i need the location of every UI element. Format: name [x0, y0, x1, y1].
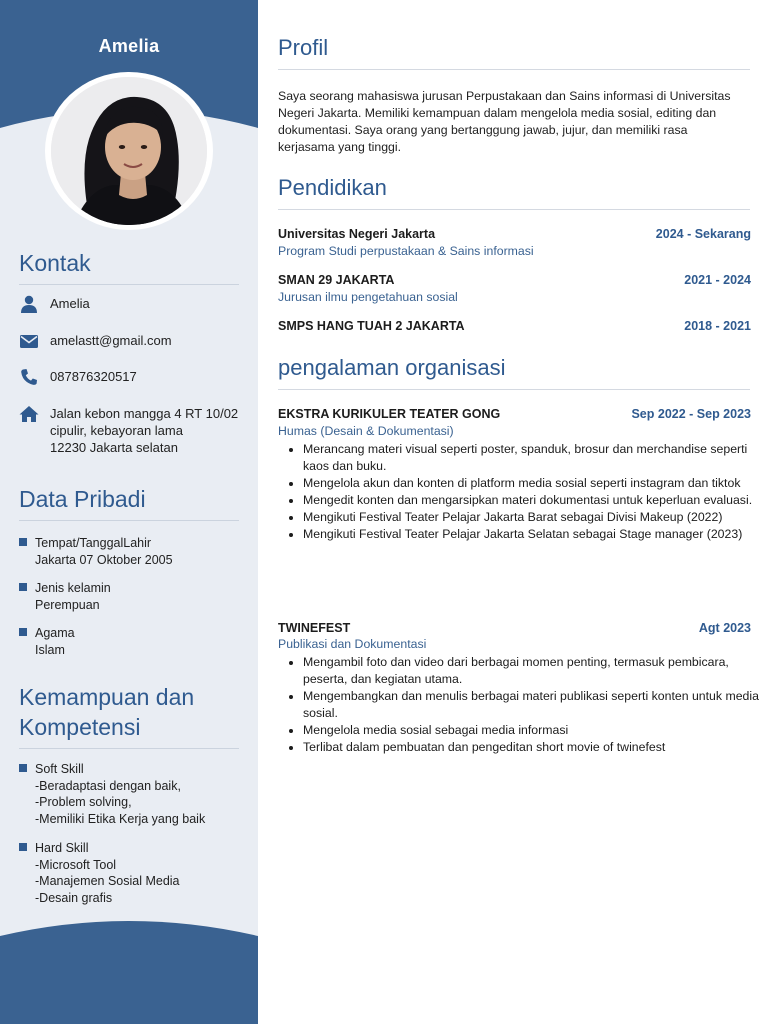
envelope-icon	[19, 332, 39, 350]
org-date: Agt 2023	[698, 621, 751, 635]
address-line: Jalan kebon mangga 4 RT 10/02	[50, 406, 239, 421]
personal-value: Islam	[35, 642, 65, 657]
address-line: 12230 Jakarta selatan	[50, 440, 178, 455]
personal-divider	[19, 520, 239, 521]
education-detail: Program Studi perpustakaan & Sains informasi	[278, 244, 534, 258]
education-entry-smps	[278, 319, 751, 333]
org-entry-twinefest	[278, 621, 751, 635]
org-bullets	[286, 441, 763, 543]
list-item: • Mengikuti Festival Teater Pelajar Jakarta Selatan sebagai Stage manager (2023)	[303, 526, 763, 543]
org-date: Sep 2022 - Sep 2023	[631, 407, 751, 421]
contact-title: Kontak	[19, 250, 91, 276]
org-name: EKSTRA KURIKULER TEATER GONG	[278, 407, 501, 421]
skills-title-line: Kemampuan dan	[19, 684, 195, 710]
education-date: 2024 - Sekarang	[655, 227, 751, 241]
phone-icon	[19, 368, 39, 386]
address-line: cipulir, kebayoran lama	[50, 423, 183, 438]
square-bullet-icon	[19, 764, 27, 772]
profile-name: Amelia	[98, 36, 160, 56]
personal-item-birth	[19, 535, 244, 568]
square-bullet-icon	[19, 628, 27, 636]
hard-skill-block	[19, 840, 244, 906]
skills-title	[19, 682, 239, 742]
organization-title: pengalaman organisasi	[278, 355, 506, 380]
education-divider	[278, 209, 750, 210]
contact-phone-row	[19, 368, 249, 386]
list-item: • Mengelola media sosial sebagai media informasi	[303, 722, 763, 739]
sidebar-footer-band	[0, 914, 258, 1024]
contact-address	[50, 405, 238, 456]
personal-value: Perempuan	[35, 597, 100, 612]
square-bullet-icon	[19, 538, 27, 546]
contact-address-row	[19, 405, 249, 456]
personal-label: Agama	[35, 626, 75, 640]
soft-skill-item: -Memiliki Etika Kerja yang baik	[35, 811, 206, 826]
sidebar	[0, 0, 258, 1024]
contact-name-row	[19, 295, 249, 313]
personal-title: Data Pribadi	[19, 486, 146, 512]
education-school: SMAN 29 JAKARTA	[278, 273, 395, 287]
personal-item-religion	[19, 625, 244, 658]
list-item: • Merancang materi visual seperti poster, spanduk, brosur dan merchandise seperti kaos dan buku.	[303, 441, 763, 475]
profil-title: Profil	[278, 35, 329, 60]
square-bullet-icon	[19, 843, 27, 851]
education-entry-unj	[278, 227, 751, 241]
org-entry-teater	[278, 407, 751, 421]
contact-email-row	[19, 332, 249, 350]
education-school: SMPS HANG TUAH 2 JAKARTA	[278, 319, 465, 333]
contact-phone[interactable]: 087876320517	[50, 369, 137, 384]
education-title: Pendidikan	[278, 175, 387, 200]
soft-skill-item: -Beradaptasi dengan baik,	[35, 778, 181, 793]
list-item: • Mengelola akun dan konten di platform media sosial seperti instagram dan tiktok	[303, 475, 763, 492]
contact-name: Amelia	[50, 296, 90, 311]
contact-section	[19, 248, 239, 285]
organization-divider	[278, 389, 750, 390]
contact-divider	[19, 284, 239, 285]
profil-text: Saya seorang mahasiswa jurusan Perpustakaan dan Sains informasi di Universitas Negeri Jakarta. Memiliki kemampuan dalam mengelola media sosial, editing dan dokumentasi. Saya orang yang bertanggung jawab, jujur, dan memiliki rasa kerjasama yang tinggi.	[278, 89, 731, 154]
education-detail: Jurusan ilmu pengetahuan sosial	[278, 290, 458, 304]
hard-skill-item: -Manajemen Sosial Media	[35, 874, 180, 888]
home-icon	[19, 405, 39, 423]
org-name: TWINEFEST	[278, 621, 351, 635]
personal-label: Jenis kelamin	[35, 581, 111, 595]
org-role: Humas (Desain & Dokumentasi)	[278, 424, 454, 438]
personal-item-gender	[19, 580, 244, 613]
skills-title-line: Kompetensi	[19, 714, 141, 740]
education-school: Universitas Negeri Jakarta	[278, 227, 436, 241]
profile-photo-frame	[45, 72, 213, 230]
personal-value: Jakarta 07 Oktober 2005	[35, 552, 173, 567]
list-item: • Mengembangkan dan menulis berbagai materi publikasi seperti konten untuk media sosial.	[303, 688, 763, 722]
education-date: 2018 - 2021	[684, 319, 751, 333]
org-bullets	[286, 654, 763, 756]
person-icon	[19, 295, 39, 313]
skills-section	[19, 682, 239, 749]
list-item: • Terlibat dalam pembuatan dan pengeditan short movie of twinefest	[303, 739, 763, 756]
square-bullet-icon	[19, 583, 27, 591]
soft-skill-item: -Problem solving,	[35, 795, 132, 809]
soft-skill-block	[19, 761, 244, 827]
education-entry-sman	[278, 273, 751, 287]
org-role: Publikasi dan Dokumentasi	[278, 637, 427, 651]
education-date: 2021 - 2024	[684, 273, 751, 287]
hard-skill-item: -Microsoft Tool	[35, 857, 117, 872]
hard-skill-item: -Desain grafis	[35, 890, 113, 905]
profile-photo	[51, 77, 207, 225]
personal-label: Tempat/TanggalLahir	[35, 536, 152, 550]
list-item: • Mengikuti Festival Teater Pelajar Jakarta Barat sebagai Divisi Makeup (2022)	[303, 509, 763, 526]
list-item: • Mengambil foto dan video dari berbagai momen penting, termasuk pembicara, peserta, dan kegiatan utama.	[303, 654, 763, 688]
profil-divider	[278, 69, 750, 70]
hard-skill-label: Hard Skill	[35, 841, 89, 855]
contact-email[interactable]: amelastt@gmail.com	[50, 333, 172, 348]
soft-skill-label: Soft Skill	[35, 762, 84, 776]
list-item: • Mengedit konten dan mengarsipkan materi dokumentasi untuk keperluan evaluasi.	[303, 492, 763, 509]
personal-section	[19, 484, 239, 521]
skills-divider	[19, 748, 239, 749]
